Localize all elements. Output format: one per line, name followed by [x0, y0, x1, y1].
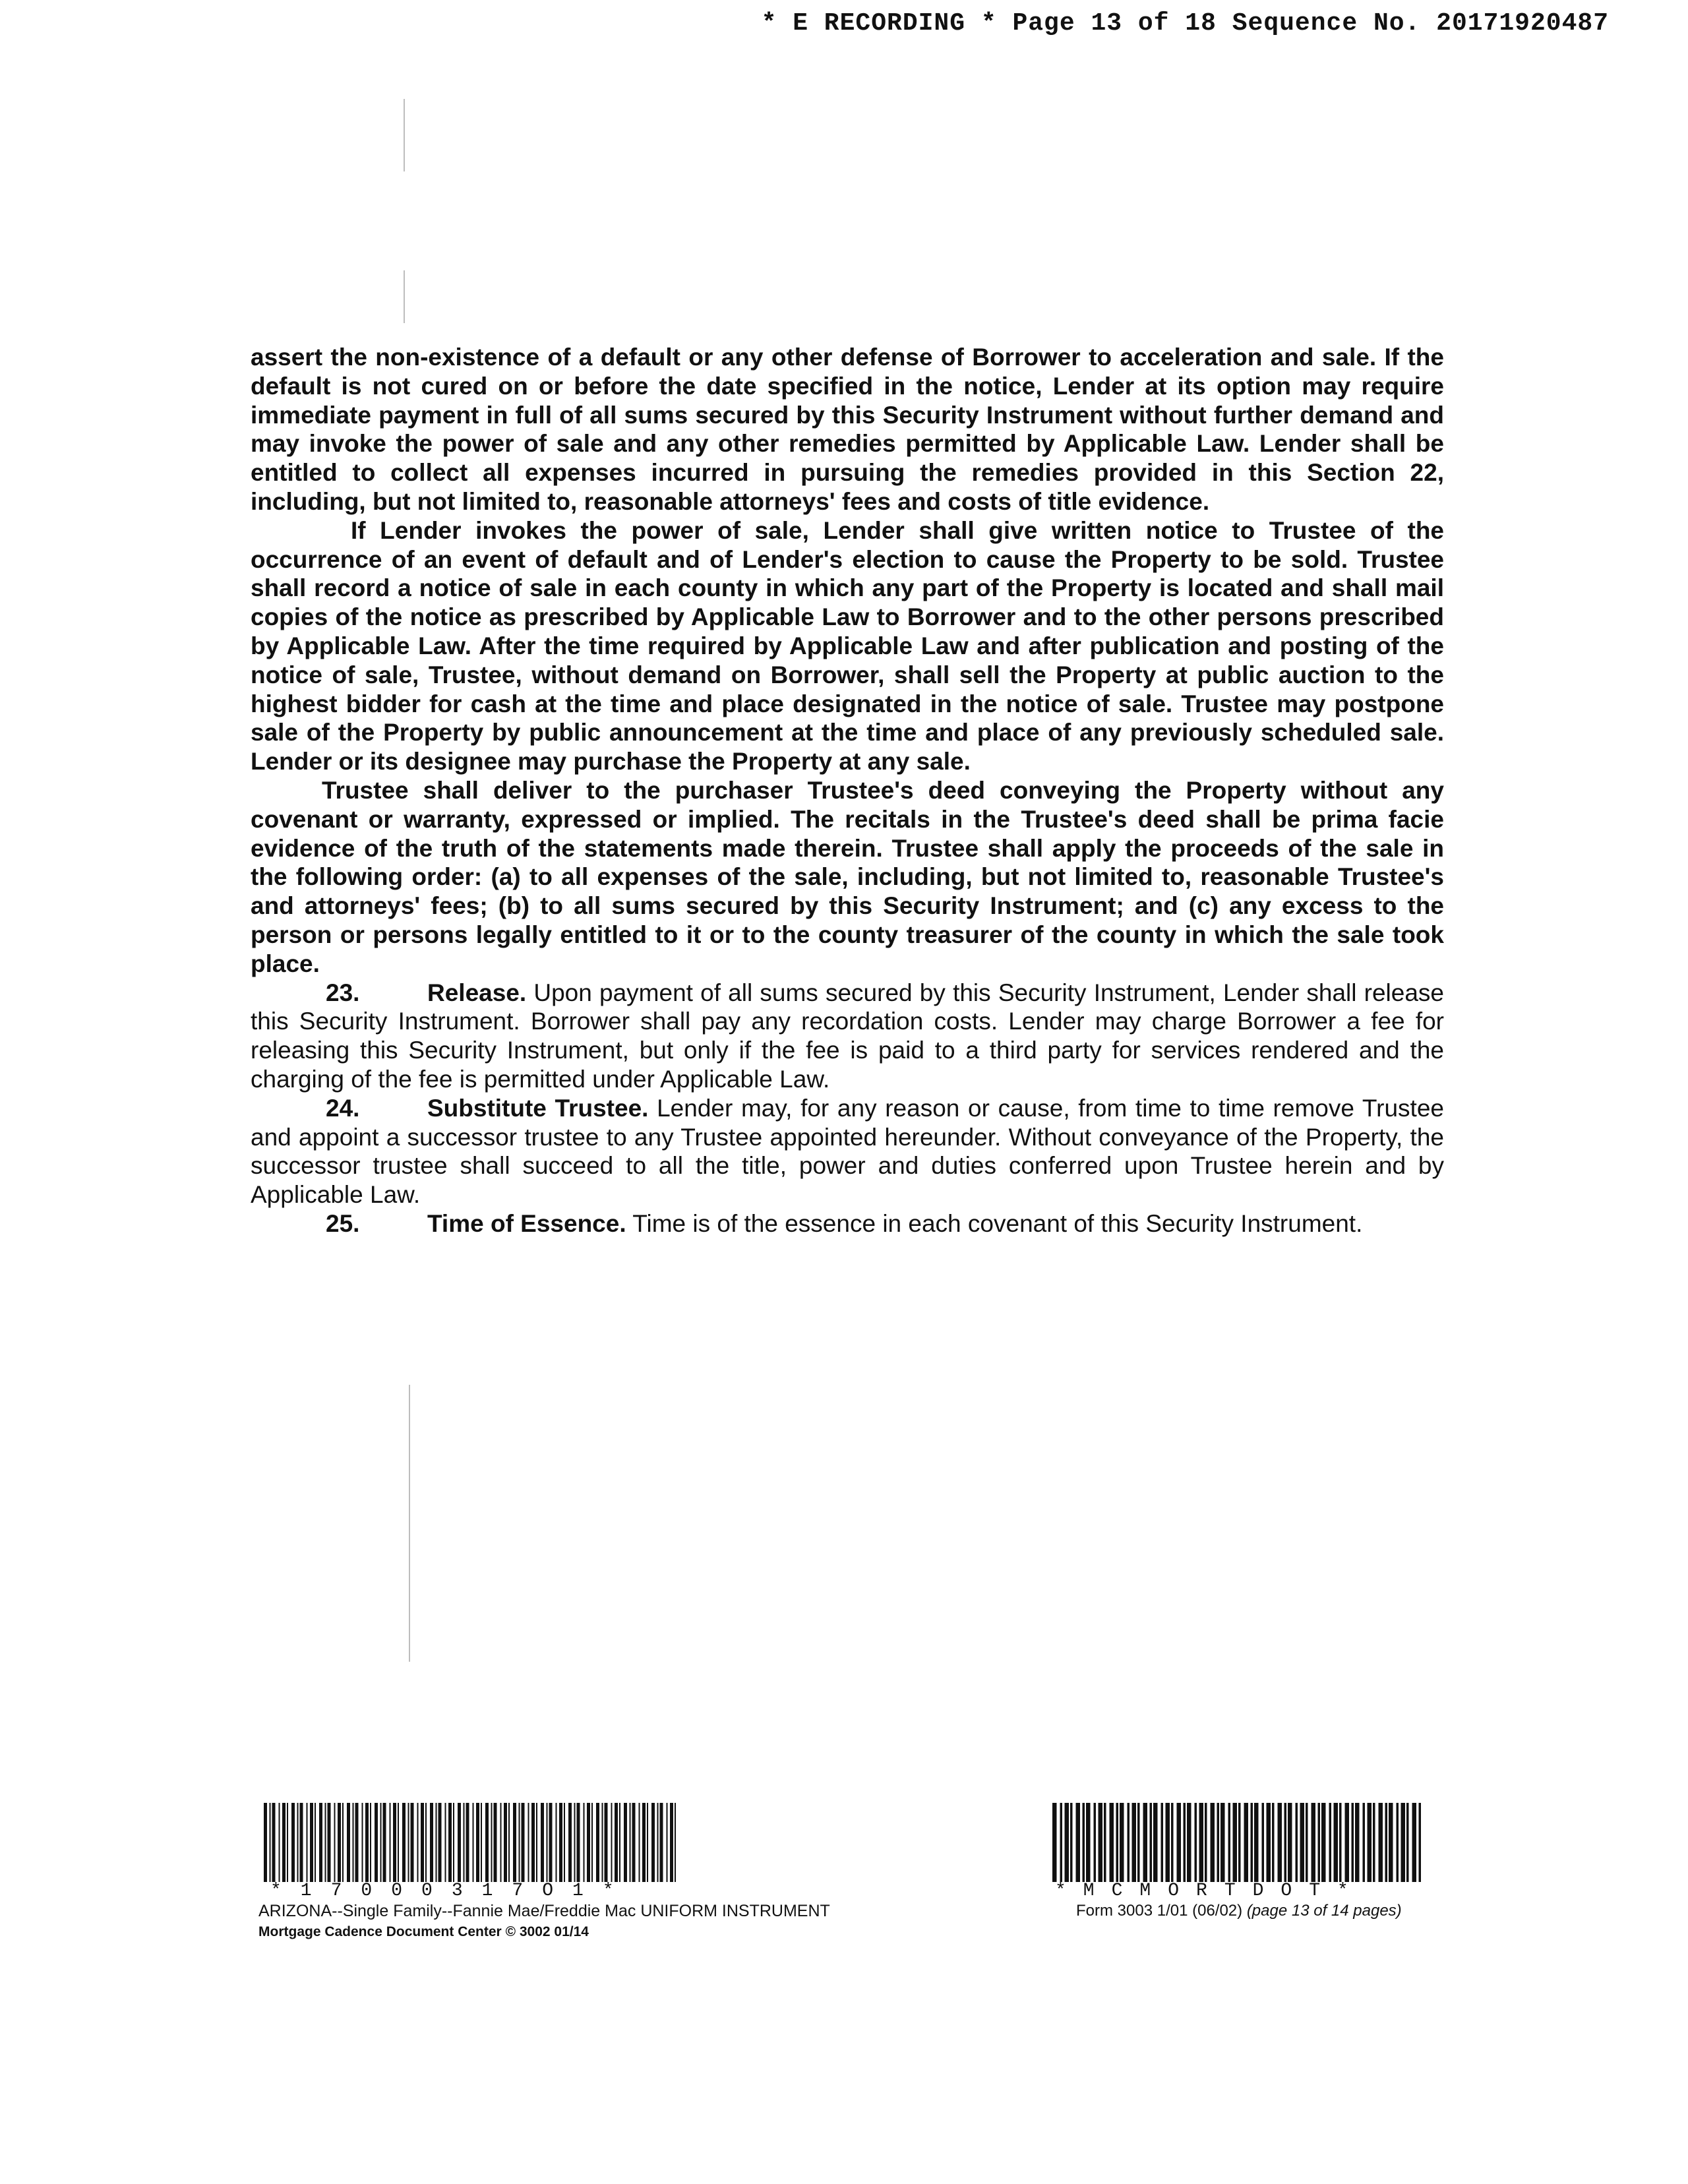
scan-artifact-line [409, 1385, 410, 1662]
section-number: 23. [326, 979, 360, 1006]
barcode-bar [559, 1803, 562, 1882]
barcode-left-digits: *17000317O1* [270, 1881, 633, 1901]
barcode-bar [1120, 1803, 1124, 1882]
barcode-bar [421, 1803, 424, 1882]
barcode-bar [411, 1803, 414, 1882]
barcode-bar [500, 1803, 502, 1882]
barcode-bar [270, 1803, 271, 1882]
barcode-bar [1379, 1803, 1383, 1882]
barcode-bar [417, 1803, 419, 1882]
paragraph-trustee-deed: Trustee shall deliver to the purchaser Trustee's deed conveying the Property without any covenant or warranty, expressed or implied. The recitals in the Trustee's deed shall be prima facie evidence of the truth of the statements made therein. Trustee shall apply the proceeds of the sale in the following order: (a) to all expenses of the sale, including, but not limited to, reasonable Trustee's and attorneys' fees; (b) to all sums secured by this Security Instrument; and (c) any excess to the person or persons legally entitled to it or to the county treasurer of the county in which the sale took place. [251, 776, 1444, 977]
barcode-bar [315, 1803, 316, 1882]
barcode-bar [528, 1803, 529, 1882]
barcode-bar [362, 1803, 363, 1882]
recording-header: * E RECORDING * Page 13 of 18 Sequence No. 20171920487 [761, 9, 1609, 38]
barcode-bar [1339, 1803, 1342, 1882]
barcode-bar [1329, 1803, 1332, 1882]
barcode-bar [375, 1803, 378, 1882]
barcode-bar [675, 1803, 676, 1882]
barcode-bar [1187, 1803, 1191, 1882]
barcode-bar [531, 1803, 535, 1882]
barcode-bar [353, 1803, 354, 1882]
barcode-bar [1284, 1803, 1287, 1882]
barcode-bar [307, 1803, 308, 1882]
barcode-bar [436, 1803, 437, 1882]
barcode-bar [1137, 1803, 1140, 1882]
barcode-bar [624, 1803, 627, 1882]
barcode-bar [584, 1803, 585, 1882]
barcode-bar [670, 1803, 673, 1882]
barcode-bar [1217, 1803, 1220, 1882]
barcode-bar [1419, 1803, 1422, 1882]
footer-instrument-title: ARIZONA--Single Family--Fannie Mae/Freddie Mac UNIFORM INSTRUMENT [258, 1902, 830, 1920]
footer-page-count: (page 13 of 14 pages) [1246, 1902, 1402, 1920]
barcode-bar [1195, 1803, 1197, 1882]
barcode-bar [464, 1803, 465, 1882]
barcode-bar [380, 1803, 382, 1882]
barcode-bar [568, 1803, 572, 1882]
barcode-bar [549, 1803, 553, 1882]
barcode-bar [1228, 1803, 1231, 1882]
barcode-bar [1355, 1803, 1360, 1882]
barcode-bar [504, 1803, 507, 1882]
barcode-bar [1406, 1803, 1409, 1882]
barcode-bar [370, 1803, 371, 1882]
barcode-bar [556, 1803, 557, 1882]
scan-artifact-line [404, 99, 405, 171]
barcode-bar [630, 1803, 631, 1882]
barcode-bar [513, 1803, 516, 1882]
barcode-bar [1199, 1803, 1204, 1882]
barcode-bar [476, 1803, 479, 1882]
section-text: Time is of the essence in each covenant of this Security Instrument. [632, 1209, 1363, 1237]
barcode-bar [1083, 1803, 1085, 1882]
barcode-bar [1150, 1803, 1153, 1882]
barcode-bar [355, 1803, 359, 1882]
barcode-bar [1143, 1803, 1148, 1882]
barcode-bar [425, 1803, 427, 1882]
section-title: Substitute Trustee. [427, 1094, 649, 1122]
barcode-bar [1166, 1803, 1170, 1882]
barcode-bar [1321, 1803, 1326, 1882]
barcode-bar [1267, 1803, 1271, 1882]
barcode-bar [319, 1803, 322, 1882]
paragraph-default-acceleration: assert the non-existence of a default or any other defense of Borrower to acceleration and sale. If the default is not cured on or before the date specified in the notice, Lender at its option may require immediate payment in full of all sums secured by this Security Instrument without further demand and may invoke the power of sale and any other remedies permitted by Applicable Law. Lender shall be entitled to collect all expenses incurred in pursuing the remedies provided in this Section 22, including, but not limited to, reasonable attorneys' fees and costs of title evidence. [251, 344, 1444, 515]
footer-form-number: Form 3003 1/01 (06/02) [1076, 1902, 1243, 1920]
barcode-bar [667, 1803, 668, 1882]
barcode-bar [342, 1803, 344, 1882]
barcode-bar [1311, 1803, 1316, 1882]
barcode-bar [1171, 1803, 1174, 1882]
section-release [251, 979, 1444, 1094]
barcode-bar [587, 1803, 590, 1882]
barcode-bar [1254, 1803, 1259, 1882]
section-number: 24. [326, 1094, 360, 1122]
barcode-bar [328, 1803, 331, 1882]
barcode-bar [1060, 1803, 1063, 1882]
barcode-bar [1099, 1803, 1103, 1882]
barcode-bar [651, 1803, 655, 1882]
barcode-bar [448, 1803, 452, 1882]
barcode-bar [1065, 1803, 1070, 1882]
barcode-bar [1177, 1803, 1182, 1882]
barcode-bar [1076, 1803, 1081, 1882]
barcode-bar [390, 1803, 391, 1882]
barcode-bar [547, 1803, 548, 1882]
barcode-bar [1412, 1803, 1417, 1882]
section-substitute-trustee [251, 1094, 1444, 1209]
barcode-bar [564, 1803, 565, 1882]
barcode-bar [1094, 1803, 1097, 1882]
barcode-bar [287, 1803, 288, 1882]
barcode-right-digits: *MCMORTDOT* [1055, 1881, 1366, 1901]
barcode-bar [522, 1803, 525, 1882]
barcode-bar [1334, 1803, 1339, 1882]
barcode-bar [408, 1803, 409, 1882]
barcode-bar [1272, 1803, 1275, 1882]
barcode-bar [383, 1803, 386, 1882]
barcode-bar [1244, 1803, 1249, 1882]
barcode-bar [619, 1803, 620, 1882]
barcode-bar [1132, 1803, 1137, 1882]
barcode-bar [1345, 1803, 1350, 1882]
barcode-bar [647, 1803, 648, 1882]
barcode-bar [291, 1803, 295, 1882]
barcode-bar [458, 1803, 461, 1882]
barcode-bar [1288, 1803, 1292, 1882]
barcode-left [264, 1803, 680, 1882]
barcode-bar [347, 1803, 350, 1882]
barcode-bar [481, 1803, 482, 1882]
barcode-bar [591, 1803, 593, 1882]
barcode-bar [430, 1803, 433, 1882]
paragraph-power-of-sale: If Lender invokes the power of sale, Lender shall give written notice to Trustee of the occurrence of an event of default and of Lender's election to cause the Property to be sold. Trustee shall record a notice of sale in each county in which any part of the Property is located and shall mail copies of the notice as prescribed by Applicable Law to Borrower and to the other persons prescribed by Applicable Law. After the time required by Applicable Law and after publication and posting of the notice of sale, Trustee, without demand on Borrower, shall sell the Property at public auction to the highest bidder for cash at the time and place designated in the notice of sale. Trustee may postpone sale of the Property by public announcement at the time and place of any previously scheduled sale. Lender or its designee may purchase the Property at any sale. [251, 516, 1444, 775]
footer-form-info [1076, 1902, 1402, 1920]
barcode-bar [1262, 1803, 1265, 1882]
section-title: Time of Essence. [427, 1209, 626, 1237]
barcode-bar [398, 1803, 399, 1882]
barcode-bar [1363, 1803, 1366, 1882]
barcode-bar [494, 1803, 497, 1882]
barcode-bar [1153, 1803, 1158, 1882]
scan-artifact-line [404, 270, 405, 323]
barcode-bar [466, 1803, 469, 1882]
barcode-bar [1389, 1803, 1393, 1882]
barcode-bar [1352, 1803, 1354, 1882]
barcode-bar [453, 1803, 454, 1882]
barcode-bar [574, 1803, 576, 1882]
barcode-bar [1070, 1803, 1073, 1882]
barcode-bar [577, 1803, 580, 1882]
barcode-bar [611, 1803, 613, 1882]
barcode-bar [279, 1803, 280, 1882]
section-text: Upon payment of all sums secured by this Security Instrument, Lender shall release this Security Instrument. Borrower shall pay any recordation costs. Lender may charge Borrower a fee for releasing this Security Instrument, but only if the fee is paid to a third party for services rendered and the charging of the fee is permitted under Applicable Law. [251, 979, 1445, 1093]
barcode-bar [1161, 1803, 1164, 1882]
barcode-bar [602, 1803, 603, 1882]
barcode-bar [1110, 1803, 1114, 1882]
barcode-bar [1221, 1803, 1225, 1882]
barcode-bar [300, 1803, 303, 1882]
barcode-bar [541, 1803, 544, 1882]
barcode-bar [445, 1803, 446, 1882]
barcode-bar [402, 1803, 406, 1882]
footer-document-center: Mortgage Cadence Document Center © 3002 01/14 [258, 1924, 589, 1939]
barcode-bar [282, 1803, 286, 1882]
barcode-bar [596, 1803, 599, 1882]
section-number: 25. [326, 1209, 360, 1237]
barcode-bar [338, 1803, 341, 1882]
barcode-bar [491, 1803, 493, 1882]
barcode-bar [1385, 1803, 1388, 1882]
barcode-bar [1238, 1803, 1241, 1882]
section-time-of-essence [251, 1209, 1444, 1238]
barcode-bar [1205, 1803, 1207, 1882]
document-body [251, 343, 1444, 1238]
barcode-bar [325, 1803, 326, 1882]
barcode-bar [310, 1803, 313, 1882]
barcode-bar [1233, 1803, 1238, 1882]
barcode-bar [438, 1803, 442, 1882]
barcode-bar [297, 1803, 299, 1882]
barcode-bar [657, 1803, 659, 1882]
barcode-bar [1397, 1803, 1399, 1882]
barcode-bar [642, 1803, 646, 1882]
barcode-bar [473, 1803, 474, 1882]
barcode-bar [1128, 1803, 1130, 1882]
barcode-bar [1318, 1803, 1321, 1882]
barcode-bar [615, 1803, 618, 1882]
barcode-bar [1278, 1803, 1282, 1882]
barcode-bar [1251, 1803, 1253, 1882]
barcode-bar [485, 1803, 489, 1882]
barcode-bar [536, 1803, 537, 1882]
barcode-bar [1401, 1803, 1406, 1882]
barcode-bar [519, 1803, 520, 1882]
barcode-bar [264, 1803, 267, 1882]
barcode-bar [1211, 1803, 1215, 1882]
barcode-bar [1306, 1803, 1308, 1882]
barcode-bar [1373, 1803, 1375, 1882]
section-title: Release. [427, 979, 527, 1006]
barcode-bar [1296, 1803, 1298, 1882]
barcode-bar [1184, 1803, 1186, 1882]
barcode-bar [1052, 1803, 1057, 1882]
barcode-bar [660, 1803, 663, 1882]
section-text: Lender may, for any reason or cause, from time to time remove Trustee and appoint a successor trustee to any Trustee appointed hereunder. Without conveyance of the Property, the successor trustee shall succeed to all the title, power and duties conferred upon Trustee herein and by Applicable Law. [251, 1094, 1444, 1209]
barcode-bar [1300, 1803, 1305, 1882]
barcode-bar [639, 1803, 640, 1882]
barcode-bar [508, 1803, 510, 1882]
barcode-bar [632, 1803, 636, 1882]
barcode-bar [334, 1803, 336, 1882]
barcode-bar [1086, 1803, 1091, 1882]
barcode-bar [605, 1803, 608, 1882]
barcode-bar [1116, 1803, 1119, 1882]
barcode-bar [1368, 1803, 1372, 1882]
barcode-bar [393, 1803, 396, 1882]
barcode-bar [365, 1803, 369, 1882]
barcode-right [1052, 1803, 1422, 1882]
barcode-bar [272, 1803, 276, 1882]
barcode-bar [1104, 1803, 1106, 1882]
